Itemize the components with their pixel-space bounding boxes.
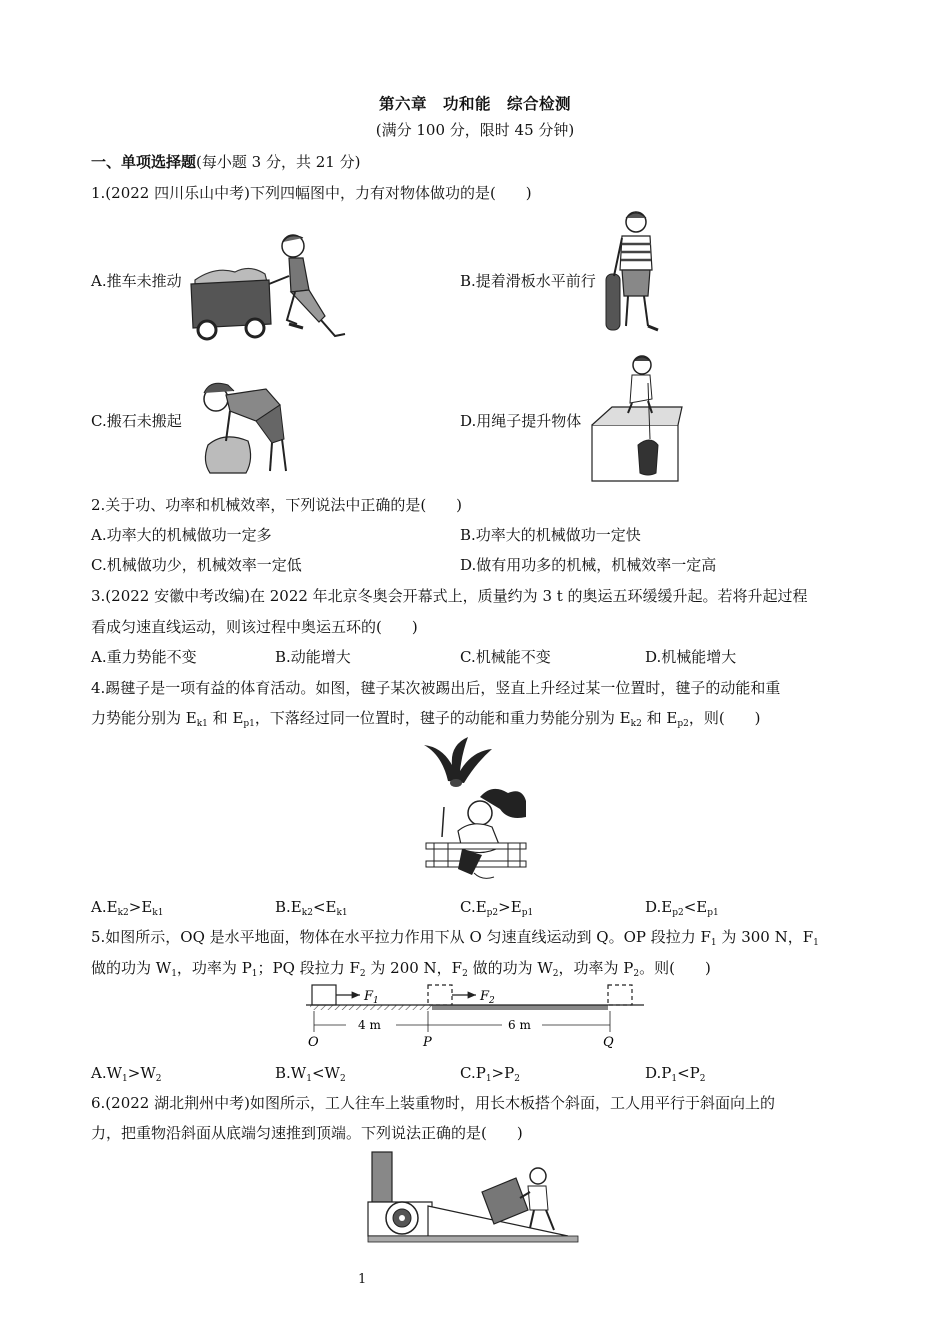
lift-stone-illustration <box>196 375 292 480</box>
section-title: 一、单项选择题 <box>91 153 197 171</box>
ramp-truck-illustration <box>368 1148 580 1246</box>
distance-pq-label: 6 m <box>508 1018 531 1032</box>
force-label-f1: $F_1$ <box>364 989 379 1006</box>
q5-option-b: $B.W_1<W_2$ <box>275 1064 346 1084</box>
section-note: (每小题 3 分，共 21 分) <box>196 153 361 171</box>
q3-stem-line1: 3.(2022 安徽中考改编)在 2022 年北京冬奥会开幕式上，质量约为 3 t 的奥运五环缓缓升起。若将升起过程 <box>91 587 808 605</box>
q5-stem-line2: 做的功为 $W_1$，功率为 $P_1$；PQ 段拉力 $F_2$ 为 200 N，$F_2$ 做的功为 $W_2$，功率为 $P_2$。则( ) <box>91 959 711 979</box>
force-label-f2: $F_2$ <box>480 989 495 1006</box>
q2-option-d: D.做有用功多的机械，机械效率一定高 <box>460 556 717 574</box>
q3-option-c: C.机械能不变 <box>460 648 551 666</box>
page-number: 1 <box>358 1272 367 1287</box>
q1-option-c: C.搬石未搬起 <box>91 412 182 430</box>
shuttlecock-illustration <box>422 735 528 883</box>
rope-lift-illustration <box>592 355 682 481</box>
q1-option-d: D.用绳子提升物体 <box>460 412 582 430</box>
push-cart-illustration <box>185 228 355 344</box>
point-p-label: P <box>423 1035 432 1050</box>
block-at-q <box>608 985 632 1005</box>
q2-option-b: B.功率大的机械做功一定快 <box>460 526 641 544</box>
q2-option-a: A.功率大的机械做功一定多 <box>91 526 272 544</box>
distance-op-label: 4 m <box>358 1018 381 1032</box>
page-subtitle: (满分 100 分，限时 45 分钟) <box>375 121 575 139</box>
point-o-label: O <box>308 1035 319 1050</box>
q6-stem-line2: 力，把重物沿斜面从底端匀速推到顶端。下列说法正确的是( ) <box>91 1124 523 1142</box>
carry-skateboard-illustration <box>600 210 672 344</box>
q3-option-d: D.机械能增大 <box>645 648 737 666</box>
q6-stem-line1: 6.(2022 湖北荆州中考)如图所示，工人往车上装重物时，用长木板搭个斜面，工人用平行于斜面向上的 <box>91 1094 775 1112</box>
q5-stem-line1: 5.如图所示，OQ 是水平地面，物体在水平拉力作用下从 O 匀速直线运动到 Q。OP 段拉力 $F_1$ 为 300 N，$F_1$ <box>91 928 819 948</box>
q5-option-d: $D.P_1<P_2$ <box>645 1064 706 1084</box>
q4-stem-line2: 力势能分别为 $E_{k1}$ 和 $E_{p1}$，下落经过同一位置时，毽子的动能和重力势能分别为 $E_{k2}$ 和 $E_{p2}$，则( ) <box>91 709 761 729</box>
q5-option-c: $C.P_1>P_2$ <box>460 1064 520 1084</box>
block-at-o <box>312 985 336 1005</box>
q5-option-a: $A.W_1>W_2$ <box>91 1064 162 1084</box>
q1-option-b: B.提着滑板水平前行 <box>460 272 596 290</box>
q3-stem-line2: 看成匀速直线运动，则该过程中奥运五环的( ) <box>91 618 418 636</box>
q3-option-b: B.动能增大 <box>275 648 351 666</box>
q4-option-b: $B.E_{k2}<E_{k1}$ <box>275 898 348 918</box>
q4-option-c: $C.E_{p2}>E_{p1}$ <box>460 898 534 918</box>
section-heading <box>91 152 360 172</box>
q1-stem: 1.(2022 四川乐山中考)下列四幅图中，力有对物体做功的是( ) <box>91 184 532 202</box>
q4-option-a: $A.E_{k2}>E_{k1}$ <box>91 898 164 918</box>
q4-stem-line1: 4.踢毽子是一项有益的体育活动。如图，毽子某次被踢出后，竖直上升经过某一位置时，毽子的动能和重 <box>91 679 781 697</box>
q4-option-d: $D.E_{p2}<E_{p1}$ <box>645 898 719 918</box>
force-motion-diagram <box>306 982 648 1050</box>
page-title: 第六章 功和能 综合检测 <box>378 94 571 113</box>
q2-stem: 2.关于功、功率和机械效率，下列说法中正确的是( ) <box>91 496 463 514</box>
q1-option-a: A.推车未推动 <box>91 272 182 290</box>
point-q-label: Q <box>603 1035 614 1050</box>
q3-option-a: A.重力势能不变 <box>91 648 197 666</box>
block-at-p <box>428 985 452 1005</box>
q2-option-c: C.机械做功少，机械效率一定低 <box>91 556 302 574</box>
